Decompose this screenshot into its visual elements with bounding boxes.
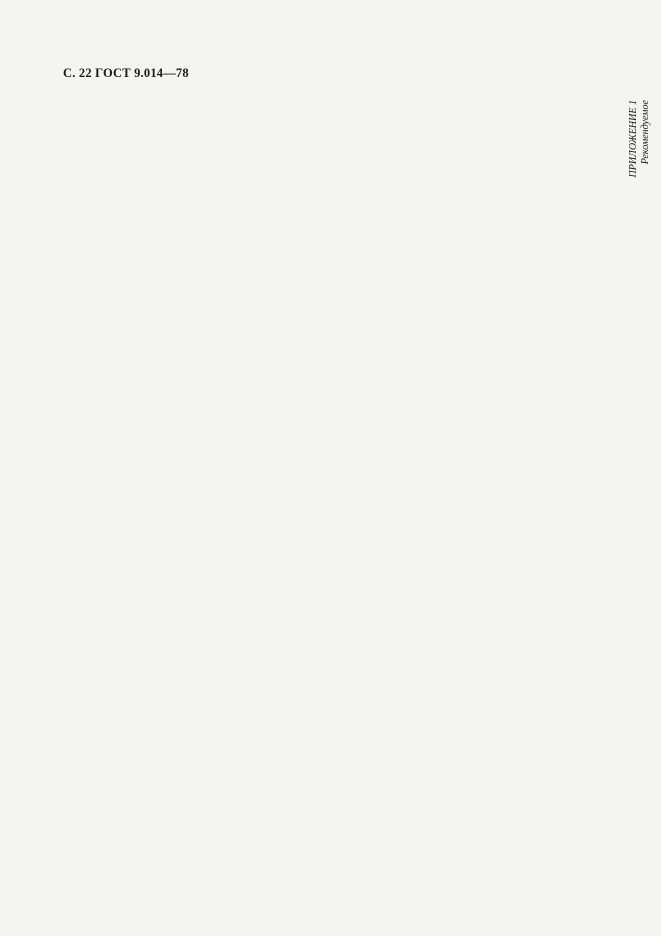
appendix-block bbox=[628, 100, 652, 210]
rotated-page-content bbox=[620, 96, 661, 900]
page-header: С. 22 ГОСТ 9.014—78 bbox=[63, 66, 189, 80]
appendix-label: ПРИЛОЖЕНИЕ 1 bbox=[628, 100, 639, 178]
appendix-note: Рекомендуемое bbox=[640, 100, 651, 165]
